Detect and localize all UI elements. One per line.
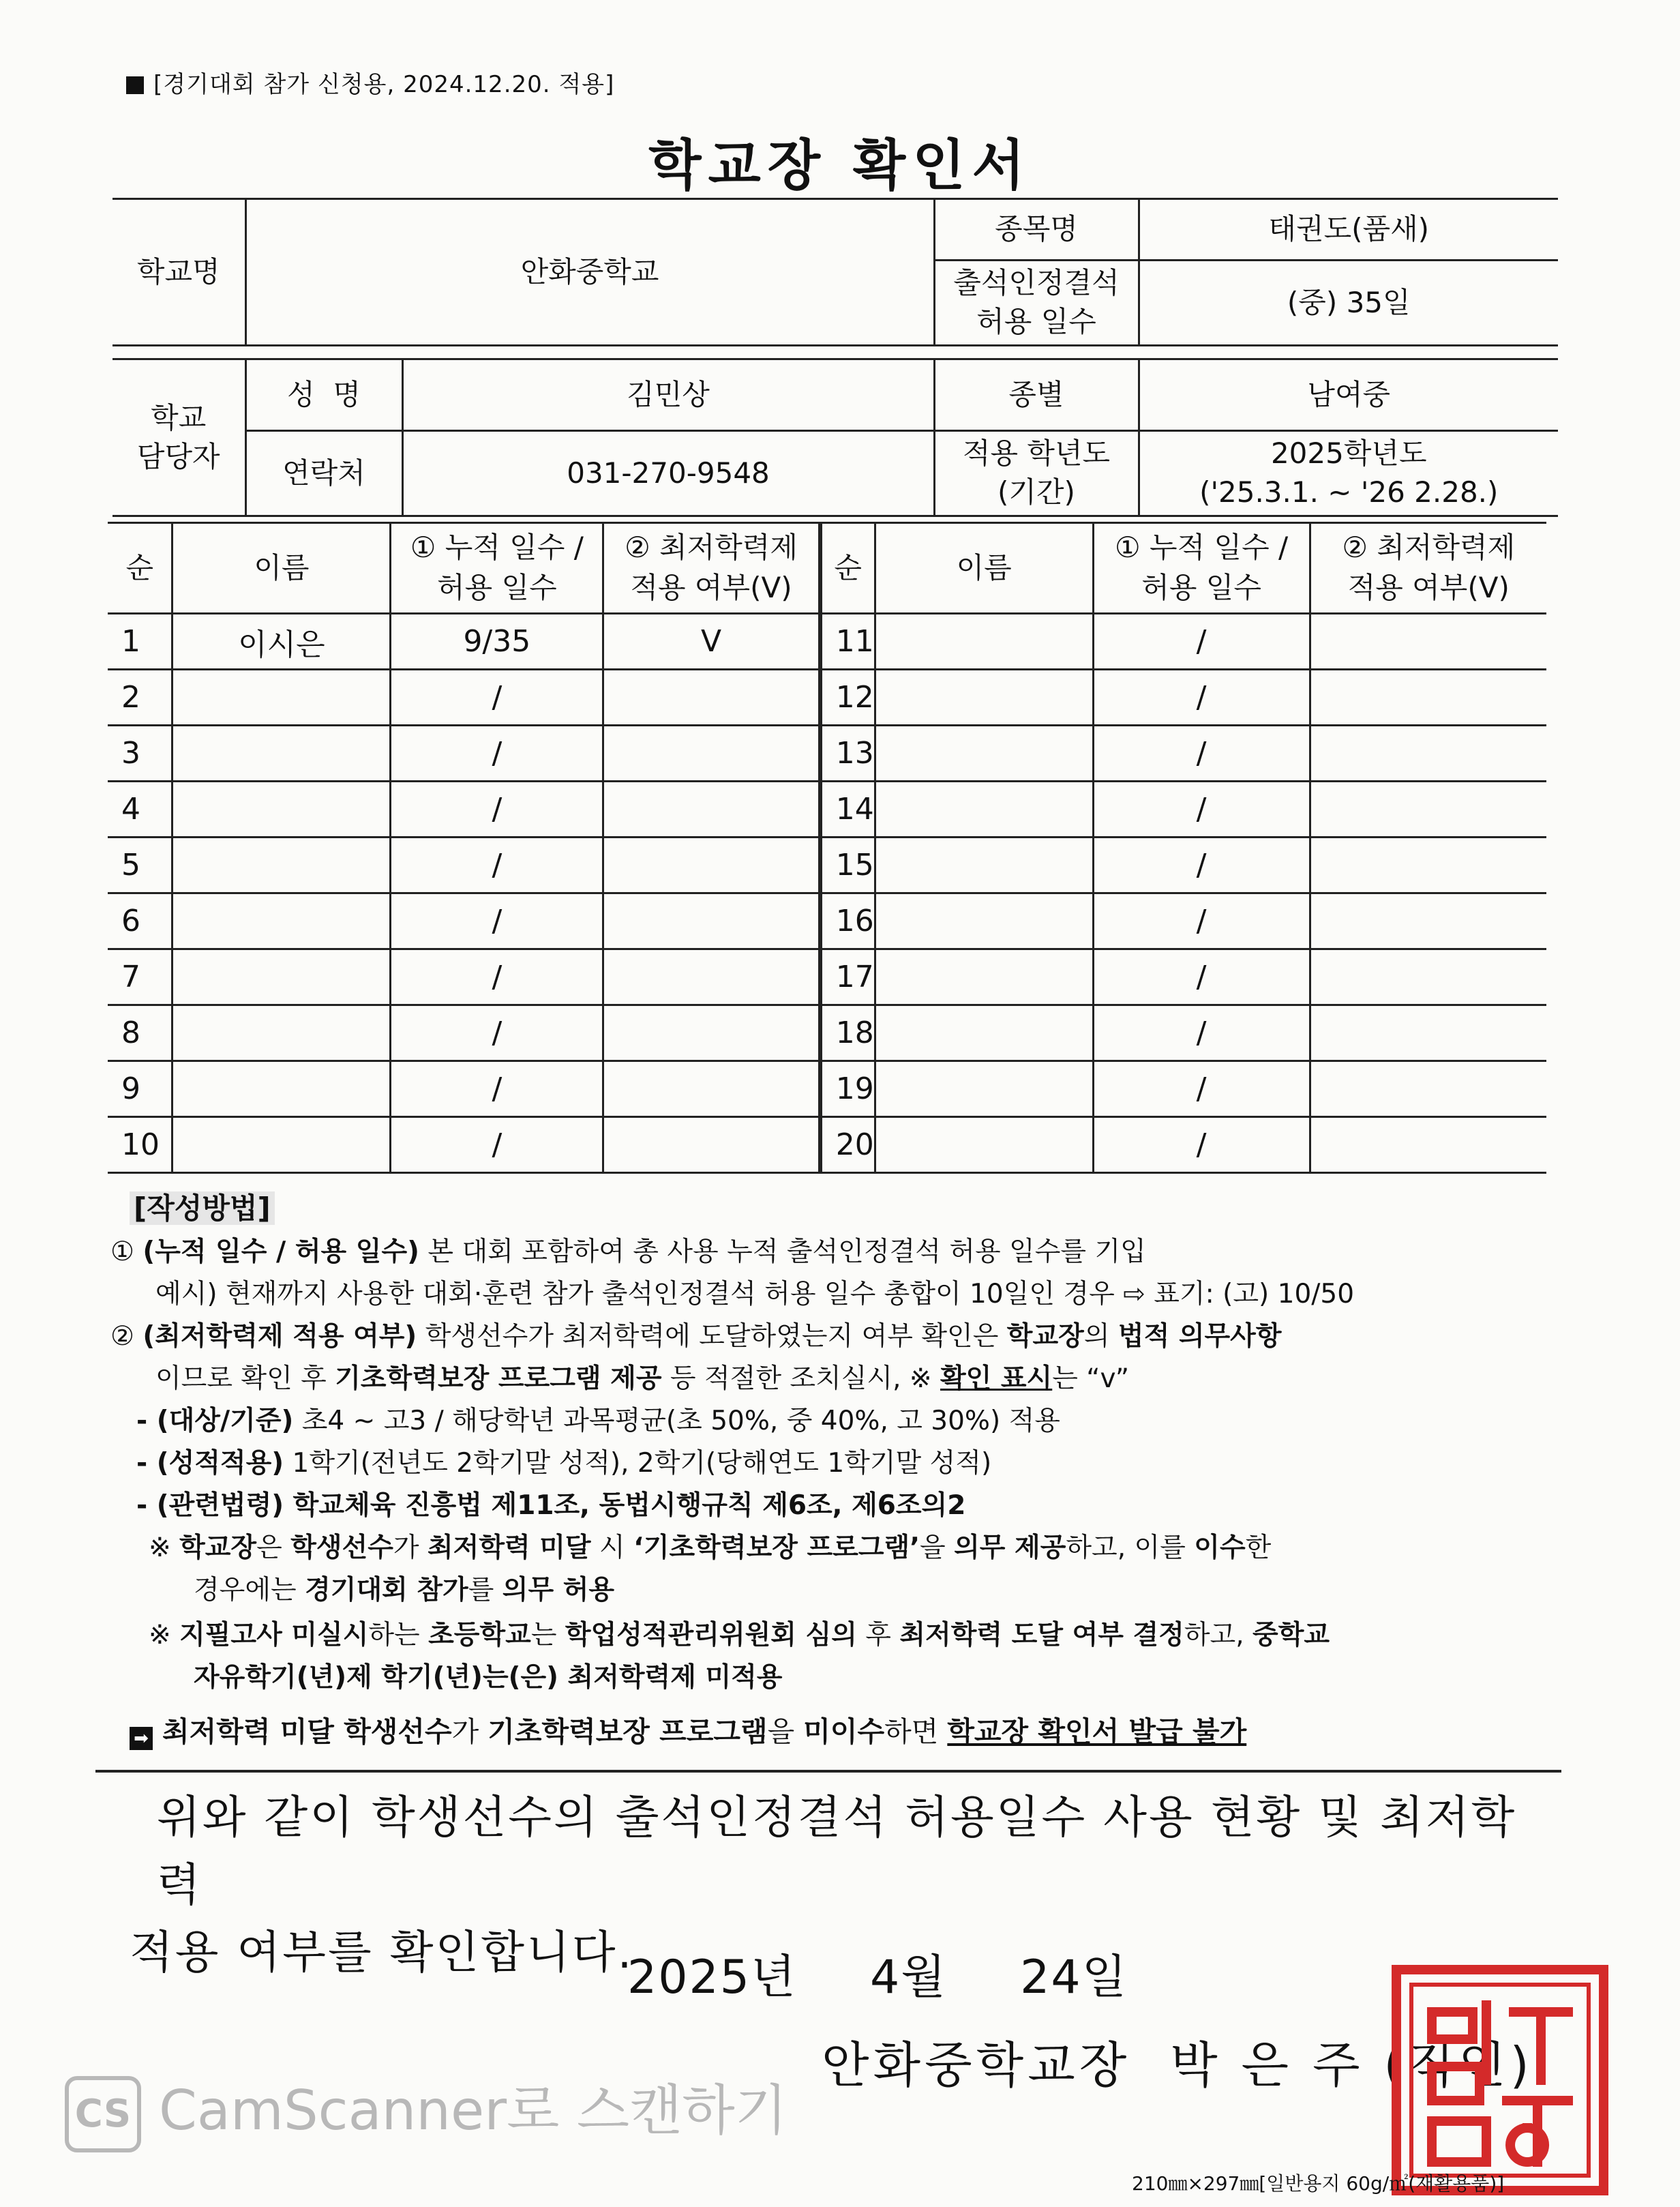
roster-left-name-cell: 이시은 bbox=[172, 614, 391, 670]
note-2-line2-text: 자유학기(년)제 학기(년)는(은) 최저학력제 미적용 bbox=[194, 1662, 783, 1693]
roster-right-name-cell bbox=[875, 1005, 1093, 1061]
note-2-e: 학업성적관리위원회 심의 bbox=[565, 1620, 857, 1650]
roster-left-no-cell: 8 bbox=[108, 1005, 172, 1061]
table-row bbox=[108, 1117, 1546, 1173]
roster-left-days-cell: / bbox=[391, 1005, 603, 1061]
roster-left-days-cell: / bbox=[391, 893, 603, 949]
roster-left-days-cell: / bbox=[391, 1061, 603, 1117]
col-header-name-right: 이름 bbox=[875, 523, 1093, 614]
roster-left-days-cell: / bbox=[391, 838, 603, 893]
instructions-heading bbox=[130, 1188, 275, 1230]
note-1-a: 학교장 bbox=[179, 1532, 257, 1563]
note-1-line1 bbox=[149, 1529, 1271, 1568]
camscanner-watermark bbox=[65, 2067, 787, 2152]
note-1-h: 을 bbox=[920, 1532, 955, 1563]
roster-left-name-cell bbox=[172, 838, 391, 893]
col-header-days-line1: ① 누적 일수 / bbox=[1115, 531, 1289, 565]
school-year-value bbox=[1139, 431, 1558, 516]
instruction-2-line2-b: 기초학력보장 프로그램 제공 bbox=[335, 1363, 662, 1394]
roster-right-days-cell: / bbox=[1093, 1005, 1310, 1061]
table-row bbox=[108, 670, 1546, 726]
roster-left-name-cell bbox=[172, 893, 391, 949]
roster-right-check-cell bbox=[1310, 838, 1546, 893]
final-warning bbox=[130, 1712, 1246, 1752]
note-1-line2-a: 경우에는 bbox=[194, 1575, 305, 1605]
roster-right-check-cell bbox=[1310, 670, 1546, 726]
detail-target-text: 초4 ~ 고3 / 해당학년 과목평균(초 50%, 중 40%, 고 30%) 적용 bbox=[293, 1406, 1060, 1436]
instruction-2-line2-e: 는 “v” bbox=[1052, 1363, 1130, 1394]
instruction-2-b1: 학교장 bbox=[1006, 1321, 1084, 1352]
info-table bbox=[112, 198, 1558, 517]
circle-two-icon: ② bbox=[110, 1321, 134, 1352]
roster-left-check-cell bbox=[603, 1005, 820, 1061]
note-1-b: 은 bbox=[256, 1532, 291, 1563]
staff-label-line1: 학교 bbox=[151, 400, 207, 434]
contact-value: 031-270-9548 bbox=[402, 431, 934, 516]
roster-right-days-cell: / bbox=[1093, 838, 1310, 893]
roster-right-no-cell: 12 bbox=[820, 670, 875, 726]
final-g: 하면 bbox=[884, 1715, 948, 1748]
note-mark: ※ bbox=[149, 1532, 180, 1563]
table-row bbox=[108, 838, 1546, 893]
official-seal-icon bbox=[1391, 1964, 1609, 2196]
roster-left-no-cell: 10 bbox=[108, 1117, 172, 1173]
note-1-f: 시 bbox=[590, 1532, 634, 1563]
roster-left-name-cell bbox=[172, 726, 391, 782]
roster-left-name-cell bbox=[172, 1117, 391, 1173]
instruction-1-bold: (누적 일수 / 허용 일수) bbox=[142, 1236, 419, 1267]
note-2-f: 후 bbox=[856, 1620, 900, 1650]
roster-left-check-cell bbox=[603, 1061, 820, 1117]
roster-left-name-cell bbox=[172, 949, 391, 1005]
instructions-heading-text: [작성방법] bbox=[130, 1191, 275, 1225]
roster-right-no-cell: 16 bbox=[820, 893, 875, 949]
school-year-value-line2: ('25.3.1. ~ '26 2.28.) bbox=[1199, 475, 1499, 509]
roster-right-name-cell bbox=[875, 782, 1093, 838]
issue-date: 2025년 4월 24일 bbox=[627, 1951, 1128, 2004]
staff-name-label: 성 명 bbox=[245, 359, 402, 431]
roster-left-check-cell bbox=[603, 838, 820, 893]
final-d: 기초학력보장 프로그램 bbox=[487, 1715, 768, 1748]
note-2-line2 bbox=[194, 1659, 783, 1698]
note-2-a: 지필고사 미실시 bbox=[179, 1620, 369, 1650]
detail-law bbox=[136, 1487, 965, 1526]
roster-left-check-cell bbox=[603, 893, 820, 949]
col-header-days-line2: 허용 일수 bbox=[1141, 571, 1261, 604]
col-header-days-line1: ① 누적 일수 / bbox=[410, 531, 584, 565]
note-1-line2-d: 의무 허용 bbox=[502, 1575, 615, 1605]
roster-right-days-cell: / bbox=[1093, 893, 1310, 949]
note-2-d: 는 bbox=[530, 1620, 565, 1650]
roster-right-no-cell: 14 bbox=[820, 782, 875, 838]
note-1-line2 bbox=[194, 1571, 614, 1610]
instruction-2-t2: 의 bbox=[1083, 1321, 1118, 1352]
roster-left-days-cell: / bbox=[391, 726, 603, 782]
instruction-1-text: 본 대회 포함하여 총 사용 누적 출석인정결석 허용 일수를 기입 bbox=[419, 1236, 1146, 1267]
final-a: 최저학력 미달 bbox=[162, 1715, 344, 1748]
detail-law-bold: - (관련법령) 학교체육 진흥법 제11조, 동법시행규칙 제6조, 제6조의2 bbox=[136, 1490, 966, 1521]
roster-right-check-cell bbox=[1310, 614, 1546, 670]
principal-signature: 안화중학교장 박 은 주 (직인) bbox=[822, 2036, 1533, 2094]
school-name-label: 학교명 bbox=[112, 199, 245, 346]
final-c: 가 bbox=[451, 1715, 488, 1748]
roster-left-days-cell: / bbox=[391, 1117, 603, 1173]
instruction-2-text: 학생선수가 최저학력에 도달하였는지 여부 확인은 bbox=[417, 1321, 1007, 1352]
school-year-value-line1: 2025학년도 bbox=[1270, 436, 1427, 471]
roster-left-check-cell bbox=[603, 949, 820, 1005]
roster-left-no-cell: 2 bbox=[108, 670, 172, 726]
col-header-min-line1: ② 최저학력제 bbox=[625, 531, 798, 565]
roster-right-no-cell: 20 bbox=[820, 1117, 875, 1173]
final-h: 학교장 확인서 발급 불가 bbox=[947, 1715, 1247, 1748]
roster-right-no-cell: 17 bbox=[820, 949, 875, 1005]
note-1-g: ‘기초학력보장 프로그램’ bbox=[633, 1532, 920, 1563]
header-note-text: [경기대회 참가 신청용, 2024.12.20. 적용] bbox=[153, 71, 615, 98]
col-header-days-line2: 허용 일수 bbox=[437, 571, 557, 604]
table-row bbox=[108, 1061, 1546, 1117]
note-2-h: 하고, bbox=[1184, 1620, 1253, 1650]
roster-right-name-cell bbox=[875, 1117, 1093, 1173]
contact-label: 연락처 bbox=[245, 431, 402, 516]
allowed-days-value: (중) 35일 bbox=[1139, 261, 1558, 346]
detail-target bbox=[136, 1402, 1060, 1441]
note-1-d: 가 bbox=[393, 1532, 427, 1563]
table-row bbox=[108, 614, 1546, 670]
roster-right-no-cell: 19 bbox=[820, 1061, 875, 1117]
roster-left-no-cell: 6 bbox=[108, 893, 172, 949]
roster-right-check-cell bbox=[1310, 1061, 1546, 1117]
instruction-2-line2-d: 확인 표시 bbox=[940, 1363, 1053, 1394]
instruction-1-line1 bbox=[110, 1233, 1146, 1272]
table-row bbox=[108, 726, 1546, 782]
roster-right-days-cell: / bbox=[1093, 614, 1310, 670]
col-header-no-left: 순 bbox=[108, 523, 172, 614]
roster-left-days-cell: / bbox=[391, 949, 603, 1005]
detail-target-bold: - (대상/기준) bbox=[136, 1406, 294, 1436]
note-1-l: 한 bbox=[1245, 1532, 1272, 1563]
note-1-line2-b: 경기대회 참가 bbox=[305, 1575, 468, 1605]
note-1-c: 학생선수 bbox=[290, 1532, 393, 1563]
col-header-no-right: 순 bbox=[820, 523, 875, 614]
roster-left-days-cell: / bbox=[391, 670, 603, 726]
final-e: 을 bbox=[767, 1715, 804, 1748]
note-1-k: 이수 bbox=[1194, 1532, 1246, 1563]
note-2-b: 하는 bbox=[368, 1620, 429, 1650]
school-year-label-line1: 적용 학년도 bbox=[962, 436, 1111, 471]
table-row bbox=[108, 949, 1546, 1005]
roster-right-check-cell bbox=[1310, 726, 1546, 782]
circle-one-icon: ① bbox=[110, 1236, 134, 1267]
roster-right-days-cell: / bbox=[1093, 726, 1310, 782]
staff-label-line2: 담당자 bbox=[136, 439, 220, 473]
roster-left-days-cell: / bbox=[391, 782, 603, 838]
category-value: 남여중 bbox=[1139, 359, 1558, 431]
staff-name-value: 김민상 bbox=[402, 359, 934, 431]
paper-spec: 210㎜×297㎜[일반용지 60g/㎡(재활용품)] bbox=[1132, 2172, 1505, 2195]
roster-left-no-cell: 1 bbox=[108, 614, 172, 670]
col-header-min-left bbox=[603, 523, 820, 614]
roster-right-name-cell bbox=[875, 1061, 1093, 1117]
roster-right-name-cell bbox=[875, 670, 1093, 726]
instruction-2-line2 bbox=[155, 1360, 1129, 1399]
camscanner-text: CamScanner로 스캔하기 bbox=[159, 2079, 787, 2142]
roster-right-name-cell bbox=[875, 726, 1093, 782]
statement-line2: 적용 여부를 확인합니다. bbox=[130, 1926, 634, 1979]
roster-right-days-cell: / bbox=[1093, 1117, 1310, 1173]
instruction-2-line2-c: 등 적절한 조치실시, ※ bbox=[661, 1363, 940, 1394]
col-header-days-right bbox=[1093, 523, 1310, 614]
col-header-min-line2: 적용 여부(V) bbox=[1347, 571, 1510, 604]
roster-right-no-cell: 11 bbox=[820, 614, 875, 670]
roster-left-check-cell bbox=[603, 1117, 820, 1173]
instruction-2-bold: (최저학력제 적용 여부) bbox=[142, 1321, 417, 1352]
note-2-line1 bbox=[149, 1616, 1330, 1655]
table-row bbox=[108, 1005, 1546, 1061]
info-spacer bbox=[112, 346, 1558, 359]
note-1-line2-c: 를 bbox=[468, 1575, 502, 1605]
note-1-j: 하고, 이를 bbox=[1066, 1532, 1195, 1563]
allowed-days-label bbox=[934, 261, 1139, 346]
roster-left-no-cell: 4 bbox=[108, 782, 172, 838]
roster-right-days-cell: / bbox=[1093, 1061, 1310, 1117]
roster-left-check-cell: V bbox=[603, 614, 820, 670]
detail-grades bbox=[136, 1445, 991, 1483]
roster-left-name-cell bbox=[172, 1005, 391, 1061]
instruction-1-example: 예시) 현재까지 사용한 대회·훈련 참가 출석인정결석 허용 일수 총합이 10일인 경우 ⇨ 표기: (고) 10/50 bbox=[155, 1279, 1355, 1309]
roster-right-days-cell: / bbox=[1093, 670, 1310, 726]
roster-right-no-cell: 18 bbox=[820, 1005, 875, 1061]
roster-left-no-cell: 5 bbox=[108, 838, 172, 893]
roster-right-no-cell: 13 bbox=[820, 726, 875, 782]
note-1-e: 최저학력 미달 bbox=[427, 1532, 591, 1563]
roster-right-name-cell bbox=[875, 838, 1093, 893]
roster-right-check-cell bbox=[1310, 893, 1546, 949]
roster-left-no-cell: 7 bbox=[108, 949, 172, 1005]
roster-right-name-cell bbox=[875, 893, 1093, 949]
arrow-box-icon: ➡ bbox=[130, 1727, 153, 1750]
roster-right-check-cell bbox=[1310, 1005, 1546, 1061]
detail-grades-bold: - (성적적용) bbox=[136, 1448, 284, 1479]
roster-header-row bbox=[108, 523, 1546, 614]
roster-right-check-cell bbox=[1310, 949, 1546, 1005]
roster-left-no-cell: 9 bbox=[108, 1061, 172, 1117]
roster-body bbox=[108, 614, 1546, 1173]
note-2-i: 중학교 bbox=[1252, 1620, 1330, 1650]
final-b: 학생선수 bbox=[344, 1715, 452, 1748]
final-f: 미이수 bbox=[803, 1715, 885, 1748]
roster-left-no-cell: 3 bbox=[108, 726, 172, 782]
allowed-days-label-line1: 출석인정결석 bbox=[953, 266, 1120, 300]
statement-line1: 위와 같이 학생선수의 출석인정결석 허용일수 사용 현황 및 최저학력 bbox=[157, 1791, 1517, 1911]
roster-right-days-cell: / bbox=[1093, 949, 1310, 1005]
roster-left-name-cell bbox=[172, 782, 391, 838]
school-year-label bbox=[934, 431, 1139, 516]
roster-right-name-cell bbox=[875, 614, 1093, 670]
instruction-2-b2: 법적 의무사항 bbox=[1118, 1321, 1282, 1352]
section-divider bbox=[95, 1770, 1561, 1773]
roster-right-check-cell bbox=[1310, 1117, 1546, 1173]
category-label: 종별 bbox=[934, 359, 1139, 431]
detail-grades-text: 1학기(전년도 2학기말 성적), 2학기(당해연도 1학기말 성적) bbox=[284, 1448, 992, 1479]
staff-label bbox=[112, 359, 245, 516]
note-1-i: 의무 제공 bbox=[954, 1532, 1066, 1563]
document-title: 학교장 확인서 bbox=[648, 134, 1032, 197]
square-bullet-icon bbox=[126, 76, 144, 94]
roster-left-name-cell bbox=[172, 670, 391, 726]
roster-right-check-cell bbox=[1310, 782, 1546, 838]
event-value: 태권도(품새) bbox=[1139, 199, 1558, 261]
roster-left-check-cell bbox=[603, 782, 820, 838]
roster-left-name-cell bbox=[172, 1061, 391, 1117]
school-year-label-line2: (기간) bbox=[997, 475, 1075, 509]
allowed-days-label-line2: 허용 일수 bbox=[976, 305, 1096, 338]
note-2-g: 최저학력 도달 여부 결정 bbox=[899, 1620, 1184, 1650]
note-2-c: 초등학교 bbox=[428, 1620, 531, 1650]
roster-right-days-cell: / bbox=[1093, 782, 1310, 838]
roster-left-check-cell bbox=[603, 726, 820, 782]
roster-table bbox=[108, 522, 1546, 1174]
header-note bbox=[126, 65, 614, 99]
roster-left-check-cell bbox=[603, 670, 820, 726]
col-header-min-line2: 적용 여부(V) bbox=[630, 571, 792, 604]
roster-right-name-cell bbox=[875, 949, 1093, 1005]
table-row bbox=[108, 893, 1546, 949]
instruction-2-line2-a: 이므로 확인 후 bbox=[155, 1363, 335, 1394]
note-mark: ※ bbox=[149, 1620, 180, 1650]
event-label: 종목명 bbox=[934, 199, 1139, 261]
roster-left-days-cell: 9/35 bbox=[391, 614, 603, 670]
col-header-min-right bbox=[1310, 523, 1546, 614]
col-header-name-left: 이름 bbox=[172, 523, 391, 614]
col-header-days-left bbox=[391, 523, 603, 614]
instruction-2-line1 bbox=[110, 1318, 1282, 1357]
roster-right-no-cell: 15 bbox=[820, 838, 875, 893]
table-row bbox=[108, 782, 1546, 838]
school-name-value: 안화중학교 bbox=[245, 199, 934, 346]
camscanner-logo-icon: CS bbox=[65, 2076, 141, 2152]
col-header-min-line1: ② 최저학력제 bbox=[1342, 531, 1516, 565]
